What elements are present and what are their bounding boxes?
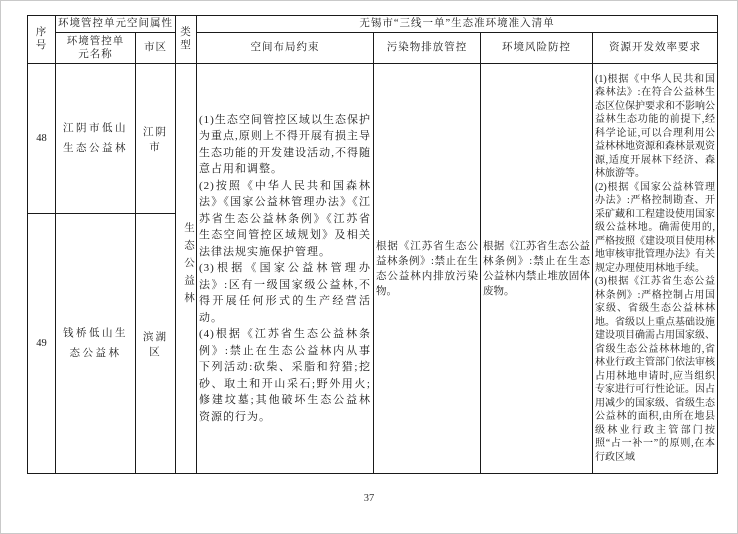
header-row-1: [28, 16, 718, 33]
pollutant-cell: [374, 64, 481, 474]
page-number: 37: [363, 493, 375, 504]
header-type-label: 类型: [180, 27, 192, 51]
resource-cell: [593, 64, 718, 474]
type-vertical-text: 生态公益林: [183, 222, 194, 310]
risk-cell: [481, 64, 593, 474]
serial-cell: 49: [28, 214, 56, 474]
eco-access-table: [27, 15, 718, 474]
spatial-text: (1)生态空间管控区域以生态保护为重点,原则上不得开展有损主导生态功能的开发建设活动,不得随意占用和调整。 (2)按照《中华人民共和国森林法》《国家公益林管理办法》《江苏省生态公益林条例》《江苏省生态空间管控区域规划》及相关法律法规实施保护管理。 (3)根据《国家公益林管理办法》:区有一级国家级公益林,不得开展任何形式的生产经营活动。 (4)根据《江苏省生态公益林条例》:禁止在生态公益林内从事下列活动:砍柴、采脂和狩猎;挖砂、取土和开山采石;野外用火;修建坟墓;其他破坏生态公益林资源的行为。: [199, 113, 371, 423]
district-cell: 江阴市: [136, 64, 176, 214]
risk-text: 根据《江苏省生态公益林条例》:禁止在生态公益林内禁止堆放固体废物。: [483, 240, 590, 297]
header-serial-label: 序号: [35, 27, 48, 51]
pollutant-text: 根据《江苏省生态公益林条例》:禁止在生态公益林内排放污染物。: [376, 240, 478, 297]
header-spatial-constraints: 空间布局约束: [197, 33, 374, 64]
unit-name-cell: 钱桥低山生态公益林: [56, 214, 136, 474]
spatial-cell: [197, 64, 374, 474]
district-cell: 滨湖区: [136, 214, 176, 474]
header-list-title: 无锡市“三线一单”生态准环境准入清单: [197, 16, 718, 33]
header-resource-efficiency: 资源开发效率要求: [593, 33, 718, 64]
unit-name-cell: 江阴市低山生态公益林: [56, 64, 136, 214]
table-row: [28, 64, 718, 214]
header-unit-name-label: 环境管控单元名称: [66, 36, 125, 60]
header-risk-prevention: 环境风险防控: [481, 33, 593, 64]
header-type: [176, 16, 197, 64]
serial-cell: 48: [28, 64, 56, 214]
resource-text: (1)根据《中华人民共和国森林法》:在符合公益林生态区位保护要求和不影响公益林生态功能的前提下,经科学论证,可以合理利用公益林林地资源和森林景观资源,适度开展林下经济、森林旅游等。 (2)根据《国家公益林管理办法》:严格控制勘查、开采矿藏和工程建设使用国家级公益林地。确需使用的,严格按照《建设项目使用林地审核审批管理办法》有关规定办理使用林地手续。 (3)根据《江苏省生态公益林条例》:严格控制占用国家级、省级生态公益林林地。省级以上重点基础设施建设项目确需占用国家级、省级生态公益林林地的,省林业行政主管部门依法审核占用林地申请时,应当组织专家进行可行性论证。因占用减少的国家级、省级生态公益林的面积,由所在地县级林业行政主管部门按照“占一补一”的原则,在本行政区域: [595, 73, 716, 463]
type-cell: [176, 64, 197, 474]
header-district: 市区: [136, 33, 176, 64]
header-unit-name: [56, 33, 136, 64]
header-unit-attr-group: 环境管控单元空间属性: [56, 16, 176, 33]
header-serial: [28, 16, 56, 64]
header-row-2: [28, 33, 718, 64]
header-pollutant-control: 污染物排放管控: [374, 33, 481, 64]
